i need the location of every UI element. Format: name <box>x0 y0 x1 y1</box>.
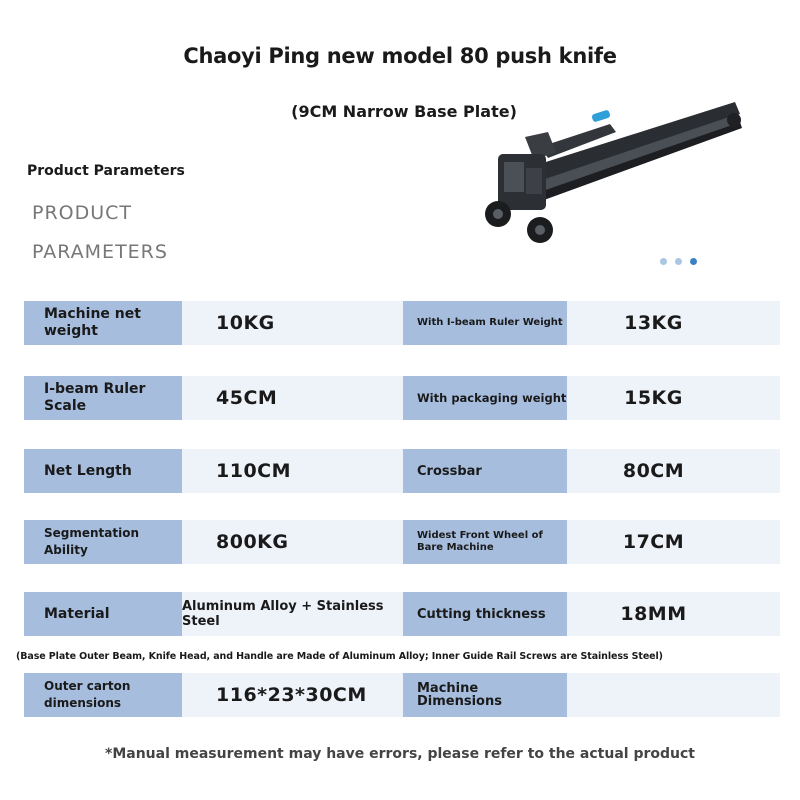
product-parameters-heading-line2: PARAMETERS <box>32 241 168 263</box>
material-note: (Base Plate Outer Beam, Knife Head, and Handle are Made of Aluminum Alloy; Inner Guide Rail Screws are Stainless Steel) <box>16 651 663 662</box>
param-value <box>567 673 780 717</box>
param-label: Widest Front Wheel of Bare Machine <box>403 520 567 564</box>
disclaimer-footer: *Manual measurement may have errors, please refer to the actual product <box>105 746 695 762</box>
param-value: 800KG <box>182 520 403 564</box>
table-row <box>24 449 780 493</box>
carousel-dot-active[interactable] <box>690 258 697 265</box>
param-label: Segmentation Ability <box>24 520 182 564</box>
table-row <box>24 301 780 345</box>
param-label: With packaging weight <box>403 376 567 420</box>
param-label: Machine net weight <box>24 301 182 345</box>
carousel-dot[interactable] <box>660 258 667 265</box>
param-label: Outer carton dimensions <box>24 673 182 717</box>
table-row <box>24 592 780 636</box>
page-subtitle: (9CM Narrow Base Plate) <box>291 102 517 121</box>
param-label: With I-beam Ruler Weight <box>403 301 567 345</box>
push-knife-product-image <box>470 92 750 252</box>
page-title: Chaoyi Ping new model 80 push knife <box>183 44 617 68</box>
carousel-dot[interactable] <box>675 258 682 265</box>
param-label: Cutting thickness <box>403 592 567 636</box>
param-label: Machine Dimensions <box>403 673 567 717</box>
param-value: 18MM <box>567 592 780 636</box>
param-value: 17CM <box>567 520 780 564</box>
table-row <box>24 376 780 420</box>
product-parameters-label: Product Parameters <box>27 163 185 179</box>
param-label: I-beam Ruler Scale <box>24 376 182 420</box>
param-value: 80CM <box>567 449 780 493</box>
table-row <box>24 520 780 564</box>
param-value: 13KG <box>567 301 780 345</box>
param-value: 45CM <box>182 376 403 420</box>
param-value: 10KG <box>182 301 403 345</box>
param-label: Material <box>24 592 182 636</box>
param-value: Aluminum Alloy + Stainless Steel <box>182 592 403 636</box>
param-value: 116*23*30CM <box>182 673 403 717</box>
table-row <box>24 673 780 717</box>
carousel-indicator <box>660 258 697 265</box>
param-label: Crossbar <box>403 449 567 493</box>
param-value: 15KG <box>567 376 780 420</box>
param-label: Net Length <box>24 449 182 493</box>
product-parameters-heading-line1: PRODUCT <box>32 202 133 224</box>
param-value: 110CM <box>182 449 403 493</box>
